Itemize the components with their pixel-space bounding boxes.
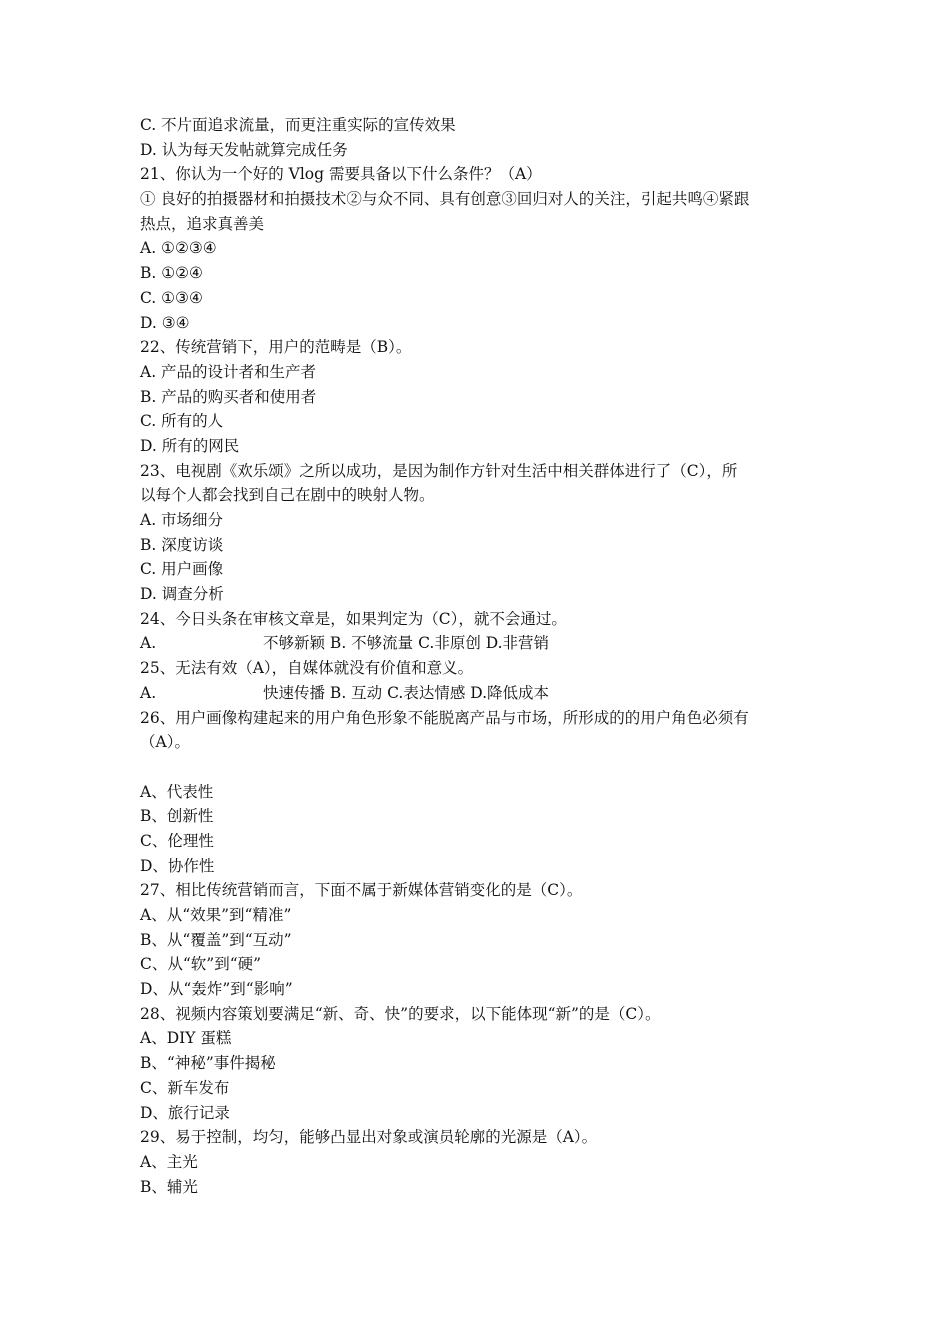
option-line: C. 用户画像: [140, 560, 224, 579]
question-26-line-1: 26、用户画像构建起来的用户角色形象不能脱离产品与市场，所形成的的用户角色必须有: [140, 708, 749, 727]
option-line: D. 所有的网民: [140, 436, 240, 455]
option-line: B. 深度访谈: [140, 535, 224, 554]
option-line: D、从“轰炸”到“影响”: [140, 980, 293, 999]
blank-line: [140, 755, 820, 780]
option-line: A. ①②③④: [140, 239, 217, 258]
question-22: 22、传统营销下，用户的范畴是（B）。: [140, 338, 412, 357]
option-line: B、“神秘”事件揭秘: [140, 1054, 276, 1073]
question-24-options: [140, 631, 820, 656]
question-28: 28、视频内容策划要满足“新、奇、快”的要求，以下能体现“新”的是（C）。: [140, 1004, 661, 1023]
option-line: C. ①③④: [140, 288, 203, 307]
option-list: 不够新颖 B. 不够流量 C.非原创 D.非营销: [263, 634, 550, 653]
option-lead: A.: [140, 634, 157, 653]
option-line: A、DIY 蛋糕: [140, 1029, 232, 1048]
option-line: D、协作性: [140, 856, 215, 875]
question-29: 29、易于控制，均匀，能够凸显出对象或演员轮廓的光源是（A）。: [140, 1128, 598, 1147]
option-line: C. 所有的人: [140, 412, 224, 431]
option-line: B. 产品的购买者和使用者: [140, 387, 317, 406]
option-line: D. 认为每天发帖就算完成任务: [140, 140, 348, 159]
question-27: 27、相比传统营销而言，下面不属于新媒体营销变化的是（C）。: [140, 881, 583, 900]
option-line: A、从“效果”到“精准”: [140, 906, 292, 924]
option-line: B、从“覆盖”到“互动”: [140, 930, 292, 949]
option-line: D. 调查分析: [140, 585, 224, 604]
question-25-options: [140, 681, 820, 706]
option-line: A、主光: [140, 1152, 198, 1171]
option-lead: A.: [140, 683, 157, 702]
question-26-line-2: （A）。: [140, 733, 190, 752]
question-24: 24、今日头条在审核文章是，如果判定为（C），就不会通过。: [140, 609, 567, 628]
option-line: C、新车发布: [140, 1078, 230, 1097]
option-list: 快速传播 B. 互动 C.表达情感 D.降低成本: [263, 683, 550, 702]
document-page: [140, 113, 820, 1199]
question-21: 21、你认为一个好的 Vlog 需要具备以下什么条件？（A）: [140, 165, 542, 184]
option-line: B、创新性: [140, 807, 214, 826]
option-line: A、代表性: [140, 782, 214, 801]
question-23-line-2: 以每个人都会找到自己在剧中的映射人物。: [140, 486, 435, 505]
question-21-stem-1: ① 良好的拍摄器材和拍摄技术②与众不同、具有创意③回归对人的关注，引起共鸣④紧跟: [140, 190, 750, 209]
option-line: B. ①②④: [140, 264, 203, 283]
question-25: 25、无法有效（A），自媒体就没有价值和意义。: [140, 659, 474, 678]
question-21-stem-2: 热点，追求真善美: [140, 214, 265, 233]
option-line: C、从“软”到“硬”: [140, 955, 262, 974]
option-line: C. 不片面追求流量，而更注重实际的宣传效果: [140, 116, 456, 134]
option-line: B、辅光: [140, 1177, 198, 1196]
option-line: A. 市场细分: [140, 511, 224, 529]
option-line: D、旅行记录: [140, 1103, 230, 1122]
option-line: C、伦理性: [140, 831, 214, 850]
option-line: A. 产品的设计者和生产者: [140, 362, 317, 381]
option-line: D. ③④: [140, 313, 190, 332]
question-23-line-1: 23、电视剧《欢乐颂》之所以成功，是因为制作方针对生活中相关群体进行了（C），所: [140, 461, 738, 480]
